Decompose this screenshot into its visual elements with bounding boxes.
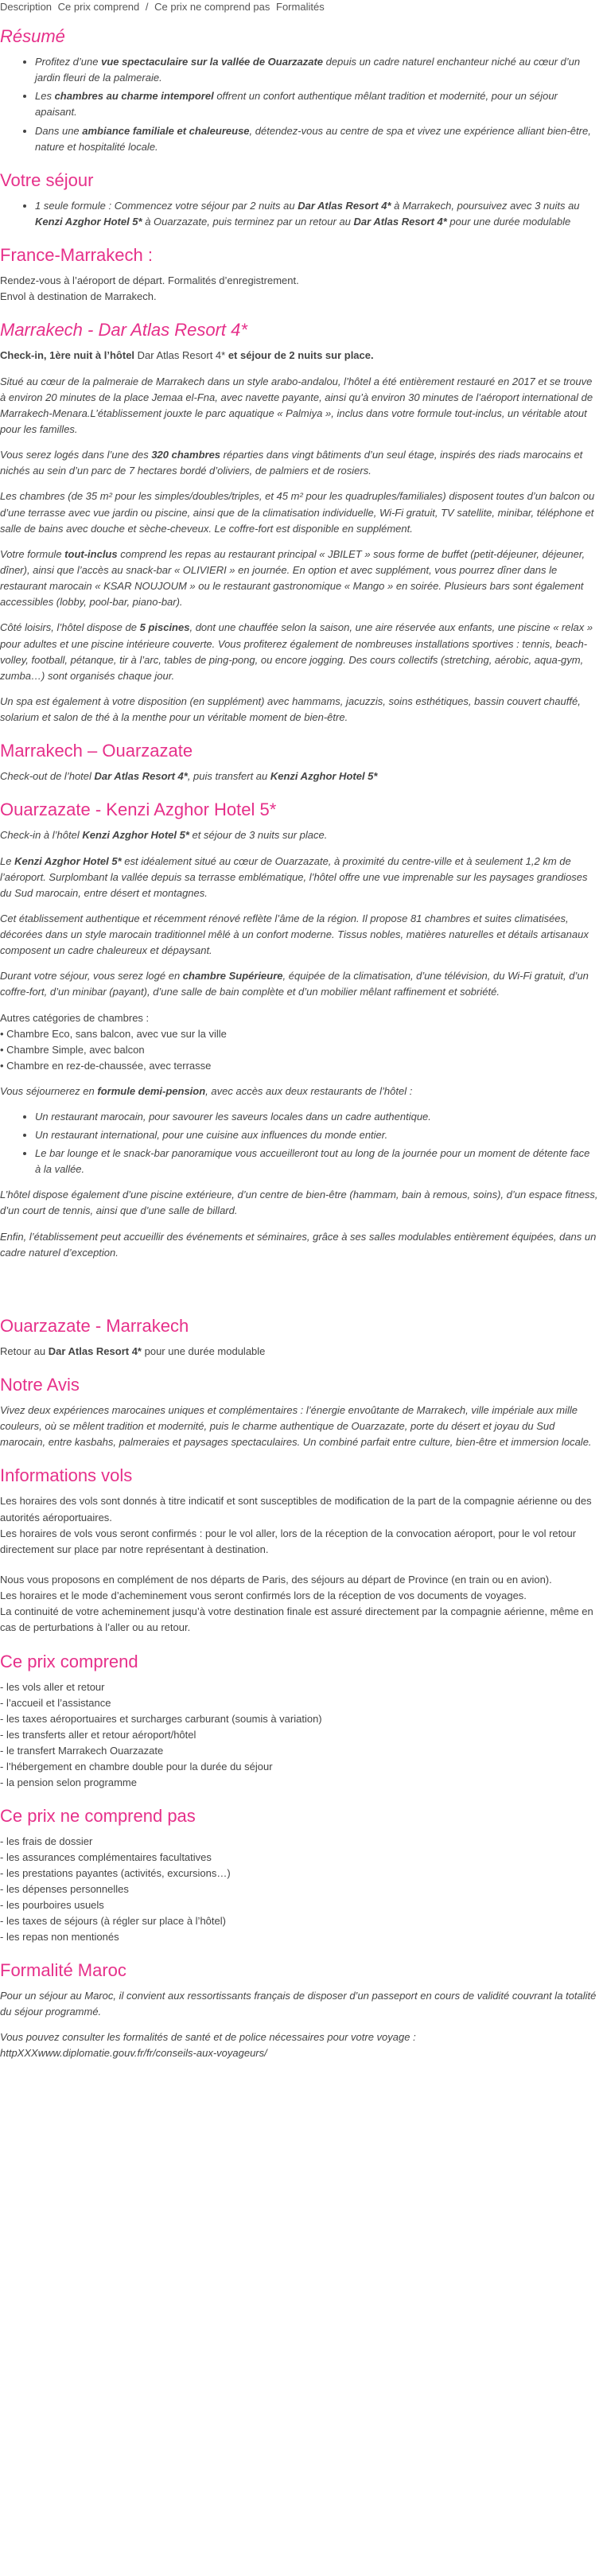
list-item: • Le bar lounge et le snack-bar panoramique vous accueilleront tout au long de la journée pour un moment de détente face à la vallée.	[35, 1146, 598, 1177]
list-item: - les repas non mentionés	[0, 1930, 119, 1943]
kenzi-paragraph: Durant votre séjour, vous serez logé en chambre Supérieure, équipée de la climatisation, d’une télévision, du Wi-Fi gratuit, d’un coffre-fort, d’un minibar (payant), d’une salle de bain complète et d’un mobilier mêlant raffinement et sobriété.	[0, 970, 589, 998]
dar-paragraph: Les chambres (de 35 m² pour les simples/doubles/triples, et 45 m² pour les quadruples/familiales) disposent toutes d’un balcon ou d’une terrasse avec vue jardin ou piscine, ainsi que de la climatisation individuelle, Wi-Fi gratuit, TV satellite, minibar, téléphone et salle de bains avec douche et sèche-cheveux. Le coffre-fort est disponible en supplément.	[0, 490, 595, 535]
tab-ce-prix-ne-comprend-pas[interactable]: Ce prix ne comprend pas	[154, 1, 270, 13]
dar-paragraph: Côté loisirs, l’hôtel dispose de 5 piscines, dont une chauffée selon la saison, une aire réservée aux enfants, une piscine « relax » pour adultes et une piscine intérieure couverte. Vous profiterez également de nombreuses installations sportives : tennis, beach-volley, football, pétanque, tir à l’arc, tables de ping-pong, ou encore jogging. Des cours collectifs (stretching, aérobic, aqua-gym, zumba…) sont organisés chaque jour.	[0, 621, 593, 682]
necomprend-list	[0, 1834, 598, 1945]
tab-bar	[0, 0, 598, 14]
kenzi-heading: Ouarzazate - Kenzi Azghor Hotel 5*	[0, 800, 277, 820]
retour-text: Retour au Dar Atlas Resort 4* pour une durée modulable	[0, 1344, 266, 1357]
dar-paragraph: Votre formule tout-inclus comprend les repas au restaurant principal « JBILET » sous forme de buffet (petit-déjeuner, déjeuner, dîner), ainsi que l’accès au snack-bar « OLIVIERI » en journée. En option et avec supplément, vous pourrez dîner dans le restaurant marocain « KSAR NOUJOUM » ou le restaurant gastronomique « Mango » en soirée. Plusieurs bars sont également accessibles (lobby, pool-bar, piano-bar).	[0, 547, 585, 609]
tab-formalites[interactable]: Formalités	[276, 1, 325, 13]
kenzi-paragraph: Le Kenzi Azghor Hotel 5* est idéalement situé au cœur de Ouarzazate, à proximité du centre-ville et à seulement 1,2 km de l’aéroport. Surplombant la vallée depuis sa terrasse emblématique, l’hôtel offre une vue imprenable sur les paysages grandioses du Sud marocain, entre désert et montagnes.	[0, 854, 588, 899]
vols-heading: Informations vols	[0, 1465, 133, 1486]
list-item: - les prestations payantes (activités, excursions…)	[0, 1866, 231, 1879]
comprend-heading: Ce prix comprend	[0, 1651, 138, 1671]
list-item: - la pension selon programme	[0, 1776, 137, 1788]
kenzi-paragraph: Enfin, l’établissement peut accueillir des événements et séminaires, grâce à ses salles modulables entièrement équipées, dans un cadre naturel d’exception.	[0, 1230, 597, 1259]
list-item: - les dépenses personnelles	[0, 1882, 129, 1895]
list-item: - les transferts aller et retour aéroport/hôtel	[0, 1728, 196, 1741]
kenzi-paragraph: L’hôtel dispose également d’une piscine extérieure, d’un centre de bien-être (hammam, bain à remous, soins), d’un espace fitness, d’un court de tennis, ainsi que d’une salle de billard.	[0, 1189, 598, 1217]
kenzi-checkin: Check-in à l’hôtel Kenzi Azghor Hotel 5* et séjour de 3 nuits sur place.	[0, 829, 328, 842]
list-item: - les frais de dossier	[0, 1835, 93, 1847]
list-item: • 1 seule formule : Commencez votre séjour par 2 nuits au Dar Atlas Resort 4* à Marrakech, poursuivez avec 3 nuits au Kenzi Azghor Hotel 5* à Ouarzazate, puis terminez par un retour au Dar Atlas Resort 4* pour une durée modulable	[35, 198, 598, 230]
dar-paragraph: Un spa est également à votre disposition (en supplément) avec hammams, jacuzzis, soins esthétiques, bassin couvert chauffé, solarium et salon de thé à la menthe pour un véritable moment de bien-être.	[0, 695, 581, 724]
list-item: - le transfert Marrakech Ouarzazate	[0, 1744, 164, 1757]
dar-heading: Marrakech - Dar Atlas Resort 4*	[0, 320, 247, 340]
list-item: • Les chambres au charme intemporel offrent un confort authentique mêlant tradition et modernité, pour un séjour apaisant.	[35, 88, 598, 120]
dar-paragraph: Vous serez logés dans l’une des 320 chambres réparties dans vingt bâtiments d’un seul étage, inspirés des riads marocains et nichés au sein d’un parc de 7 hectares bordé d’oliviers, de palmiers et de rosiers.	[0, 449, 583, 477]
formalite-text: Pour un séjour au Maroc, il convient aux ressortissants français de disposer d’un passeport en cours de validité couvrant la totalité du séjour programmé.	[0, 1989, 597, 2018]
list-item: - les vols aller et retour	[0, 1680, 105, 1693]
list-item: - les assurances complémentaires facultatives	[0, 1850, 212, 1863]
resume-list	[0, 54, 598, 155]
necomprend-heading: Ce prix ne comprend pas	[0, 1805, 196, 1826]
dar-checkin: Check-in, 1ère nuit à l’hôtel Dar Atlas Resort 4* et séjour de 2 nuits sur place.	[0, 349, 374, 362]
formalite-text: Vous pouvez consulter les formalités de santé et de police nécessaires pour votre voyage : httpXXXwww.diplomatie.gouv.fr/fr/conseils-aux-voyageurs/	[0, 2030, 416, 2059]
vols-text-1: Les horaires des vols sont donnés à titre indicatif et sont susceptibles de modification de la part de la compagnie aérienne ou des autorités aéroportuaires. Les horaires de vols vous seront confirmés : pour le vol aller, lors de la réception de la convocation aéroport, pour le vol retour directement sur place par notre représentant à destination.	[0, 1495, 592, 1555]
list-item: • Chambre Simple, avec balcon	[0, 1043, 145, 1056]
tab-ce-prix-comprend[interactable]: Ce prix comprend	[57, 1, 140, 13]
tab-description[interactable]: Description	[0, 1, 53, 13]
formalite-heading: Formalité Maroc	[0, 1959, 126, 1980]
list-item: - les taxes aéroportuaires et surcharges carburant (soumis à variation)	[0, 1712, 322, 1725]
retour-heading: Ouarzazate - Marrakech	[0, 1315, 189, 1336]
avis-heading: Notre Avis	[0, 1375, 80, 1395]
resume-heading: Résumé	[0, 26, 65, 46]
comprend-list	[0, 1679, 598, 1791]
list-item: - les pourboires usuels	[0, 1898, 104, 1911]
kenzi-paragraph: Vous séjournerez en formule demi-pension, avec accès aux deux restaurants de l’hôtel :	[0, 1084, 413, 1097]
list-item: • Chambre Eco, sans balcon, avec vue sur la ville	[0, 1027, 227, 1040]
tab-separator: /	[145, 1, 149, 13]
list-item: • Chambre en rez-de-chaussée, avec terrasse	[0, 1059, 212, 1072]
diplomatie-link[interactable]: httpXXXwww.diplomatie.gouv.fr/fr/conseils-aux-voyageurs/	[0, 2047, 267, 2059]
list-item: - les taxes de séjours (à régler sur place à l’hôtel)	[0, 1914, 226, 1927]
restaurants-list	[0, 1109, 598, 1178]
vols-text-2: Nous vous proposons en complément de nos départs de Paris, des séjours au départ de Province (en train ou en avion). Les horaires et le mode d’acheminement vous seront confirmés lors de la réception de vos documents de voyages. La continuité de votre acheminement jusqu’à votre destination finale est assuré directement par la compagnie aérienne, même en cas de perturbations à l’aller ou au retour.	[0, 1574, 593, 1634]
room-categories	[0, 1010, 598, 1074]
transfer-text: Check-out de l’hotel Dar Atlas Resort 4*, puis transfert au Kenzi Azghor Hotel 5*	[0, 770, 378, 783]
kenzi-paragraph: Cet établissement authentique et récemment rénové reflète l’âme de la région. Il propose 81 chambres et suites climatisées, décorées dans un style marocain traditionnel mêlé à un confort moderne. Tissus nobles, matières naturelles et détails artisanaux composent un cadre chaleureux et dépaysant.	[0, 912, 589, 957]
list-item: • Dans une ambiance familiale et chaleureuse, détendez-vous au centre de spa et vivez une expérience alliant bien-être, nature et hospitalité locale.	[35, 123, 598, 155]
room-categories-title: Autres catégories de chambres :	[0, 1011, 150, 1024]
avis-text: Vivez deux expériences marocaines uniques et complémentaires : l’énergie envoûtante de Marrakech, ville impériale aux mille couleurs, où se mêlent tradition et modernité, puis le charme authentique de Ouarzazate, porte du désert et joyau du Sud marocain, entre kasbahs, palmeraies et paysages spectaculaires. Un combiné parfait entre culture, bien-être et immersion locale.	[0, 1404, 592, 1449]
list-item: - l’accueil et l’assistance	[0, 1696, 111, 1709]
spacer	[0, 1270, 598, 1301]
france-heading: France-Marrakech :	[0, 245, 153, 266]
list-item: • Profitez d’une vue spectaculaire sur la vallée de Ouarzazate depuis un cadre naturel enchanteur niché au cœur d’un jardin fleuri de la palmeraie.	[35, 54, 598, 86]
list-item: • Un restaurant marocain, pour savourer les saveurs locales dans un cadre authentique.	[35, 1109, 598, 1125]
list-item: - l’hébergement en chambre double pour la durée du séjour	[0, 1760, 273, 1772]
france-text: Rendez-vous à l’aéroport de départ. Formalités d’enregistrement. Envol à destination de Marrakech.	[0, 274, 299, 303]
dar-paragraph: Situé au cœur de la palmeraie de Marrakech dans un style arabo-andalou, l’hôtel a été entièrement restauré en 2017 et se trouve à environ 20 minutes de la place Jemaa el-Fna, avec navette payante, ainsi qu’à environ 30 minutes de l’aéroport international de Marrakech-Menara.L’établissement jouxte le parc aquatique « Palmiya », inclus dans votre formule tout-inclus, un véritable atout pour les familles.	[0, 375, 593, 435]
sejour-list	[0, 198, 598, 230]
transfer-heading: Marrakech – Ouarzazate	[0, 741, 193, 761]
sejour-heading: Votre séjour	[0, 169, 94, 190]
list-item: • Un restaurant international, pour une cuisine aux influences du monde entier.	[35, 1127, 598, 1143]
